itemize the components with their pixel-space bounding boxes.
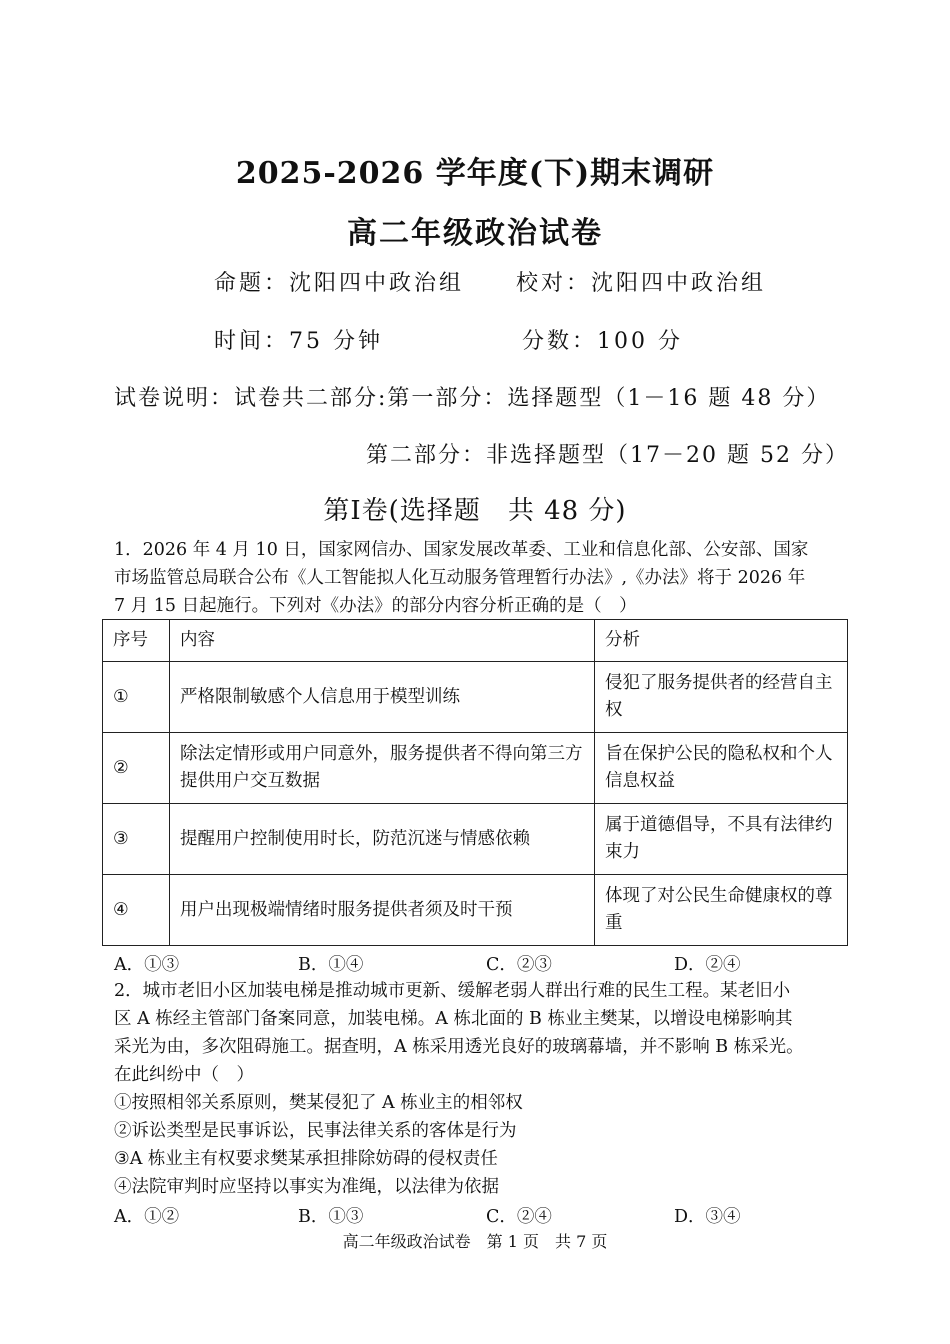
- section-title: 第Ⅰ卷(选择题 共 48 分): [323, 496, 627, 526]
- row-number: ③: [103, 804, 170, 875]
- question-2-line: 2．城市老旧小区加装电梯是推动城市更新、缓解老弱人群出行难的民生工程。某老旧小: [114, 981, 791, 1001]
- table-row: [103, 875, 848, 946]
- table-header-cell: 分析: [595, 620, 848, 662]
- row-analysis: 体现了对公民生命健康权的尊重: [595, 875, 848, 946]
- question-2-option-c: C．②④: [486, 1207, 552, 1227]
- question-2-option-b: B．①③: [298, 1207, 364, 1227]
- question-1-line: 市场监管总局联合公布《人工智能拟人化互动服务管理暂行办法》,《办法》将于 2026 年: [114, 568, 806, 588]
- table-header-cell: 序号: [103, 620, 170, 662]
- table-row: [103, 662, 848, 733]
- table-row: [103, 804, 848, 875]
- question-2-statement: ①按照相邻关系原则，樊某侵犯了 A 栋业主的相邻权: [114, 1093, 523, 1113]
- exam-title: 2025-2026 学年度(下)期末调研: [235, 156, 715, 191]
- question-2-line: 区 A 栋经主管部门备案同意，加装电梯。A 栋北面的 B 栋业主樊某，以增设电梯影响其: [114, 1009, 793, 1029]
- question-1-option-c: C．②③: [486, 955, 552, 975]
- row-content: 用户出现极端情绪时服务提供者须及时干预: [170, 875, 595, 946]
- row-number: ②: [103, 733, 170, 804]
- question-2-option-d: D．③④: [674, 1207, 741, 1227]
- question-2-statement: ④法院审判时应坚持以事实为准绳，以法律为依据: [114, 1177, 499, 1197]
- question-1-line: 1．2026 年 4 月 10 日，国家网信办、国家发展改革委、工业和信息化部、公安部、国家: [114, 540, 809, 560]
- paper-description-part2: 第二部分：非选择题型（17－20 题 52 分）: [366, 443, 849, 468]
- row-analysis: 属于道德倡导，不具有法律约束力: [595, 804, 848, 875]
- question-1-option-b: B．①④: [298, 955, 364, 975]
- row-content: 提醒用户控制使用时长，防范沉迷与情感依赖: [170, 804, 595, 875]
- question-2-line: 采光为由，多次阻碍施工。据查明，A 栋采用透光良好的玻璃幕墙，并不影响 B 栋采光。: [114, 1037, 804, 1057]
- question-2-statement: ②诉讼类型是民事诉讼，民事法律关系的客体是行为: [114, 1121, 517, 1141]
- row-number: ④: [103, 875, 170, 946]
- page-footer: 高二年级政治试卷 第 1 页 共 7 页: [342, 1232, 608, 1251]
- exam-subtitle: 高二年级政治试卷: [347, 216, 603, 251]
- question-2-statement: ③A 栋业主有权要求樊某承担排除妨碍的侵权责任: [114, 1149, 498, 1169]
- table-row: [103, 733, 848, 804]
- row-content: 除法定情形或用户同意外，服务提供者不得向第三方提供用户交互数据: [170, 733, 595, 804]
- question-1-table: [102, 619, 848, 946]
- question-1-option-a: A．①③: [114, 955, 180, 975]
- score-info: 分数：100 分: [522, 329, 683, 354]
- paper-description: 试卷说明：试卷共二部分:第一部分：选择题型（1－16 题 48 分）: [114, 386, 831, 411]
- question-1-stem: [114, 536, 840, 620]
- question-2-stem: [114, 977, 840, 1089]
- question-2-line: 在此纠纷中（ ）: [114, 1065, 254, 1085]
- table-header-cell: 内容: [170, 620, 595, 662]
- question-1-option-d: D．②④: [674, 955, 741, 975]
- row-analysis: 侵犯了服务提供者的经营自主权: [595, 662, 848, 733]
- row-number: ①: [103, 662, 170, 733]
- question-2-option-a: A．①②: [114, 1207, 180, 1227]
- question-1-line: 7 月 15 日起施行。下列对《办法》的部分内容分析正确的是（ ）: [114, 596, 637, 616]
- row-analysis: 旨在保护公民的隐私权和个人信息权益: [595, 733, 848, 804]
- checker-info: 校对：沈阳四中政治组: [516, 271, 767, 296]
- setter-info: 命题：沈阳四中政治组: [214, 271, 465, 296]
- table-header-row: [103, 620, 848, 662]
- row-content: 严格限制敏感个人信息用于模型训练: [170, 662, 595, 733]
- time-info: 时间：75 分钟: [214, 329, 383, 354]
